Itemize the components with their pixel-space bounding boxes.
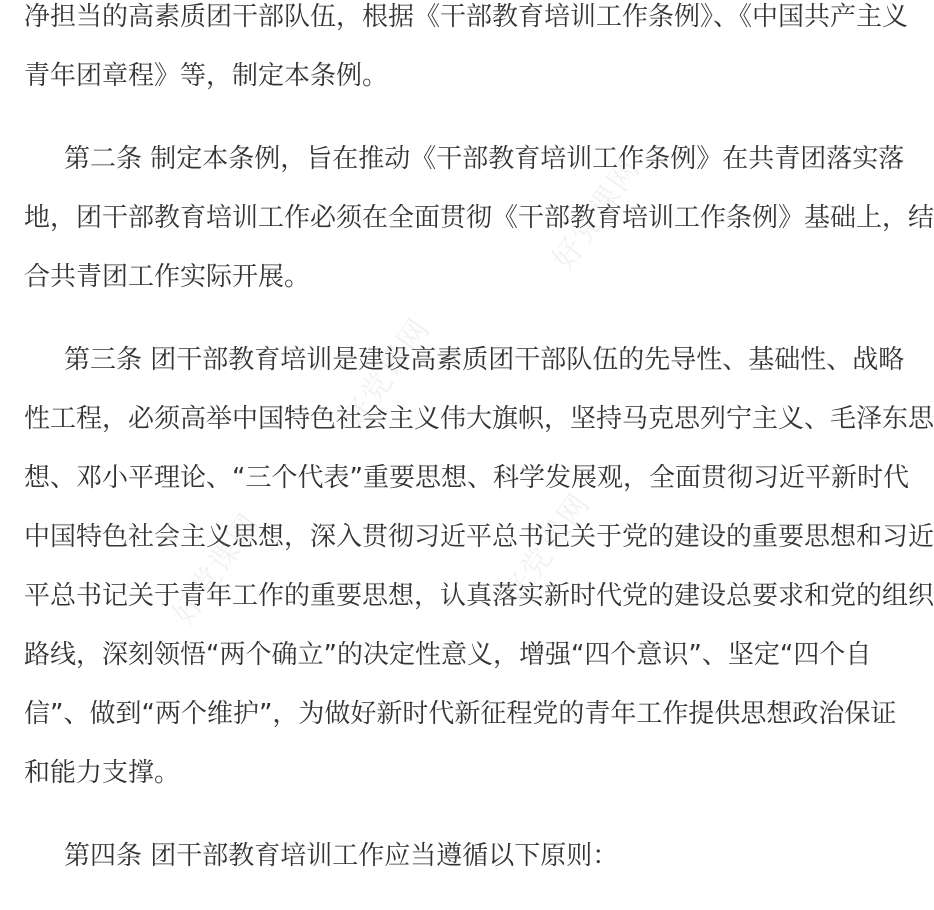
text-line: 第二条 制定本条例，旨在推动《干部教育培训工作条例》在共青团落实落: [64, 144, 905, 174]
text-line: 信”、做到“两个维护”，为做好新时代新征程党的青年工作提供思想政治保证: [24, 699, 897, 729]
paragraph: [24, 827, 776, 886]
paragraph: [24, 0, 909, 106]
watermark-top-right: 好党课网: [545, 151, 648, 277]
text-line: 第四条 团干部教育培训工作应当遵循以下原则：: [64, 841, 619, 871]
text-line: 和能力支撑。: [24, 758, 181, 788]
document-body: [24, 0, 934, 910]
text-line: 青年团章程》等，制定本条例。: [24, 61, 389, 91]
watermark-lower-left: 好党课网: [165, 506, 268, 632]
text-line: 中国特色社会主义思想，深入贯彻习近平总书记关于党的建设的重要思想和习近: [24, 522, 934, 552]
text-line: 路线，深刻领悟“两个确立”的决定性意义，增强“四个意识”、坚定“四个自: [24, 640, 872, 670]
text-line: 平总书记关于青年工作的重要思想，认真落实新时代党的建设总要求和党的组织: [24, 581, 934, 611]
paragraph: [24, 130, 934, 307]
watermark-middle: 好党课网: [335, 311, 438, 437]
text-line: 想、邓小平理论、“三个代表”重要思想、科学发展观，全面贯彻习近平新时代: [24, 463, 909, 493]
text-line: 净担当的高素质团干部队伍，根据《干部教育培训工作条例》、《中国共产主义: [24, 2, 909, 32]
text-line: 合共青团工作实际开展。: [24, 262, 311, 292]
watermark-lower-right: 好党课网: [495, 486, 598, 612]
text-line: 第三条 团干部教育培训是建设高素质团干部队伍的先导性、基础性、战略: [64, 345, 905, 375]
paragraph: [24, 331, 934, 803]
text-line: 性工程，必须高举中国特色社会主义伟大旗帜，坚持马克思列宁主义、毛泽东思: [24, 404, 934, 434]
text-line: 地，团干部教育培训工作必须在全面贯彻《干部教育培训工作条例》基础上，结: [24, 203, 934, 233]
